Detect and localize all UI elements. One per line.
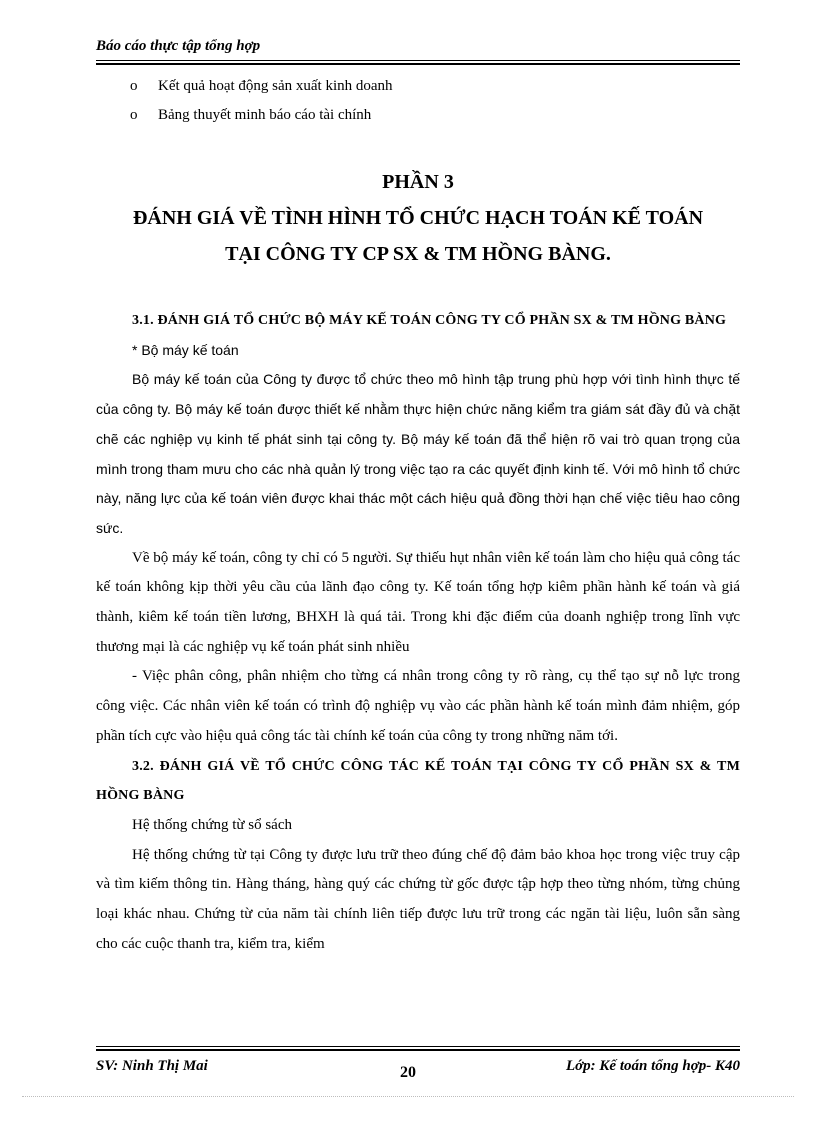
list-item <box>130 76 393 105</box>
section-subheading: Hệ thống chứng từ sổ sách <box>132 816 292 833</box>
header-title: Báo cáo thực tập tổng hợp <box>96 38 261 54</box>
bullet-mark: o <box>130 107 138 123</box>
section-heading-3-2: 3.2. ĐÁNH GIÁ VỀ TỔ CHỨC CÔNG TÁC KẾ TOÁN TẠI CÔNG TY CỔ PHẦN SX & TM HỒNG BÀNG <box>96 758 740 804</box>
page-number: 20 <box>400 1064 416 1081</box>
section-subheading: * Bộ máy kế toán <box>132 341 239 358</box>
footer-student: SV: Ninh Thị Mai <box>96 1058 208 1074</box>
section-heading-3-1: 3.1. ĐÁNH GIÁ TỔ CHỨC BỘ MÁY KẾ TOÁN CÔNG TY CỔ PHẦN SX & TM HỒNG BÀNG <box>132 313 727 328</box>
header-rule <box>96 60 740 65</box>
paragraph: Về bộ máy kế toán, công ty chỉ có 5 người. Sự thiếu hụt nhân viên kế toán làm cho hiệu quả công tác kế toán không kịp thời yêu cầu của lãnh đạo công ty. Kế toán tổng hợp kiêm phần hành kế toán và giá thành, kiêm kế toán tiền lương, BHXH là quá tải. Trong khi đặc điểm của doanh nghiệp trong lĩnh vực thương mại là các nghiệp vụ kế toán phát sinh nhiều <box>96 549 740 655</box>
bullet-list <box>130 76 393 134</box>
paragraph: - Việc phân công, phân nhiệm cho từng cá nhân trong công ty rõ ràng, cụ thể tạo sự nỗ lực trong công việc. Các nhân viên kế toán có trình độ nghiệp vụ vào các phần hành kế toán mình đảm nhiệm, góp phần tích cực vào hiệu quả công tác tài chính kế toán của công ty trong những năm tới. <box>96 668 740 744</box>
main-body <box>96 306 740 959</box>
footer-rule <box>96 1046 740 1051</box>
chapter-title-line1: ĐÁNH GIÁ VỀ TÌNH HÌNH TỔ CHỨC HẠCH TOÁN KẾ TOÁN <box>132 207 704 229</box>
chapter-number: PHẦN 3 <box>382 171 454 193</box>
bullet-text: Kết quả hoạt động sản xuất kinh doanh <box>158 78 393 94</box>
chapter-title-line2: TẠI CÔNG TY CP SX & TM HỒNG BÀNG. <box>225 243 611 265</box>
paragraph: Bộ máy kế toán của Công ty được tổ chức theo mô hình tập trung phù hợp với tình hình thực tế của công ty. Bộ máy kế toán được thiết kế nhằm thực hiện chức năng kiểm tra giám sát đầy đủ và chặt chẽ các nghiệp vụ kinh tế phát sinh tại công ty. Bộ máy kế toán đã thể hiện rõ vai trò quan trọng của mình trong tham mưu cho các nhà quản lý trong việc tạo ra các quyết định kinh tế. Với mô hình tổ chức này, năng lực của kế toán viên được khai thác một cách hiệu quả đồng thời hạn chế việc tiêu hao công sức. <box>96 371 740 536</box>
footer-class: Lớp: Kế toán tổng hợp- K40 <box>565 1058 740 1074</box>
bullet-text: Bảng thuyết minh báo cáo tài chính <box>158 107 372 123</box>
page-edge-divider <box>22 1096 794 1097</box>
list-item <box>130 105 393 134</box>
bullet-mark: o <box>130 78 138 94</box>
paragraph: Hệ thống chứng từ tại Công ty được lưu trữ theo đúng chế độ đảm bảo khoa học trong việc truy cập và tìm kiếm thông tin. Hàng tháng, hàng quý các chứng từ gốc được tập hợp theo từng nhóm, từng chủng loại khác nhau. Chứng từ của năm tài chính liên tiếp được lưu trữ trong các ngăn tài liệu, luôn sẵn sàng cho các cuộc thanh tra, kiểm tra, kiểm <box>96 846 740 952</box>
